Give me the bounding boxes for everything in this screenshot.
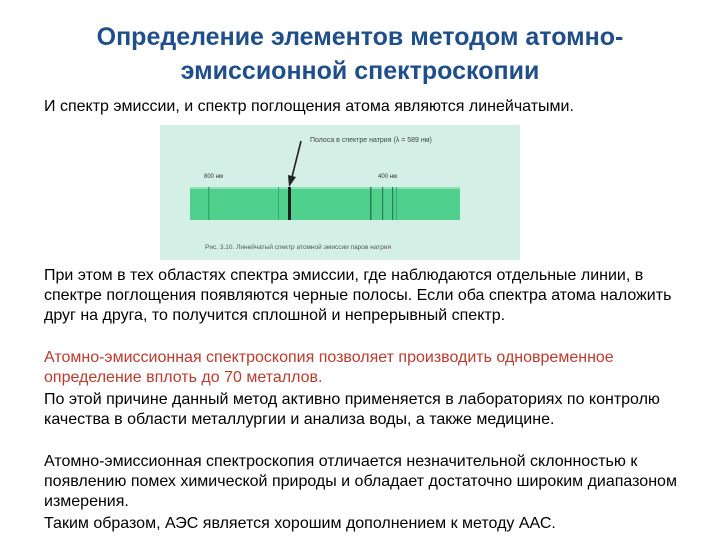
paragraph-3: По этой причине данный метод активно применяется в лабораториях по контролю качества в области металлургии и анализа воды, а также медицине. xyxy=(44,391,660,428)
spectrum-band-top xyxy=(190,187,460,189)
paragraph-2-highlight: Атомно-эмиссионная спектроскопия позволяет производить одновременное определение вплоть до 70 металлов. xyxy=(44,349,614,386)
spectrum-band xyxy=(190,187,460,220)
paragraph-5: Таким образом, АЭС является хорошим дополнением к методу ААС. xyxy=(44,515,556,532)
spectral-line xyxy=(392,187,393,220)
spectral-line xyxy=(382,187,383,220)
spectral-line xyxy=(370,187,372,220)
paragraph-1: При этом в тех областях спектра эмиссии, где наблюдаются отдельные линии, в спектре поглощения появляются черные полосы. Если оба спектра атома наложить друг на друга, то получится сплошной и непрерывный спектр. xyxy=(44,267,672,324)
spectral-line xyxy=(396,187,397,220)
intro-text: И спектр эмиссии, и спектр поглощения атома являются линейчатыми. xyxy=(44,98,574,115)
figure-caption: Рис. 3.10. Линейчатый спектр атомной эмиссии паров натрия xyxy=(205,244,391,251)
spectral-line xyxy=(278,187,279,220)
figure-annotation: Полоса в спектре натрия (λ = 589 нм) xyxy=(310,137,432,144)
slide-title: Определение элементов методом атомно-эмиссионной спектроскопии xyxy=(96,23,624,85)
spectral-line xyxy=(208,187,210,220)
paragraph-4: Атомно-эмиссионная спектроскопия отличается незначительной склонностью к появлению помех химической природы и обладает достаточно широким диапазоном измерения. xyxy=(44,453,677,510)
tick-label-400: 400 нм xyxy=(378,174,398,180)
spectrum-figure xyxy=(160,125,520,260)
spectral-line-sodium xyxy=(288,187,291,220)
tick-label-800: 800 нм xyxy=(204,174,224,180)
